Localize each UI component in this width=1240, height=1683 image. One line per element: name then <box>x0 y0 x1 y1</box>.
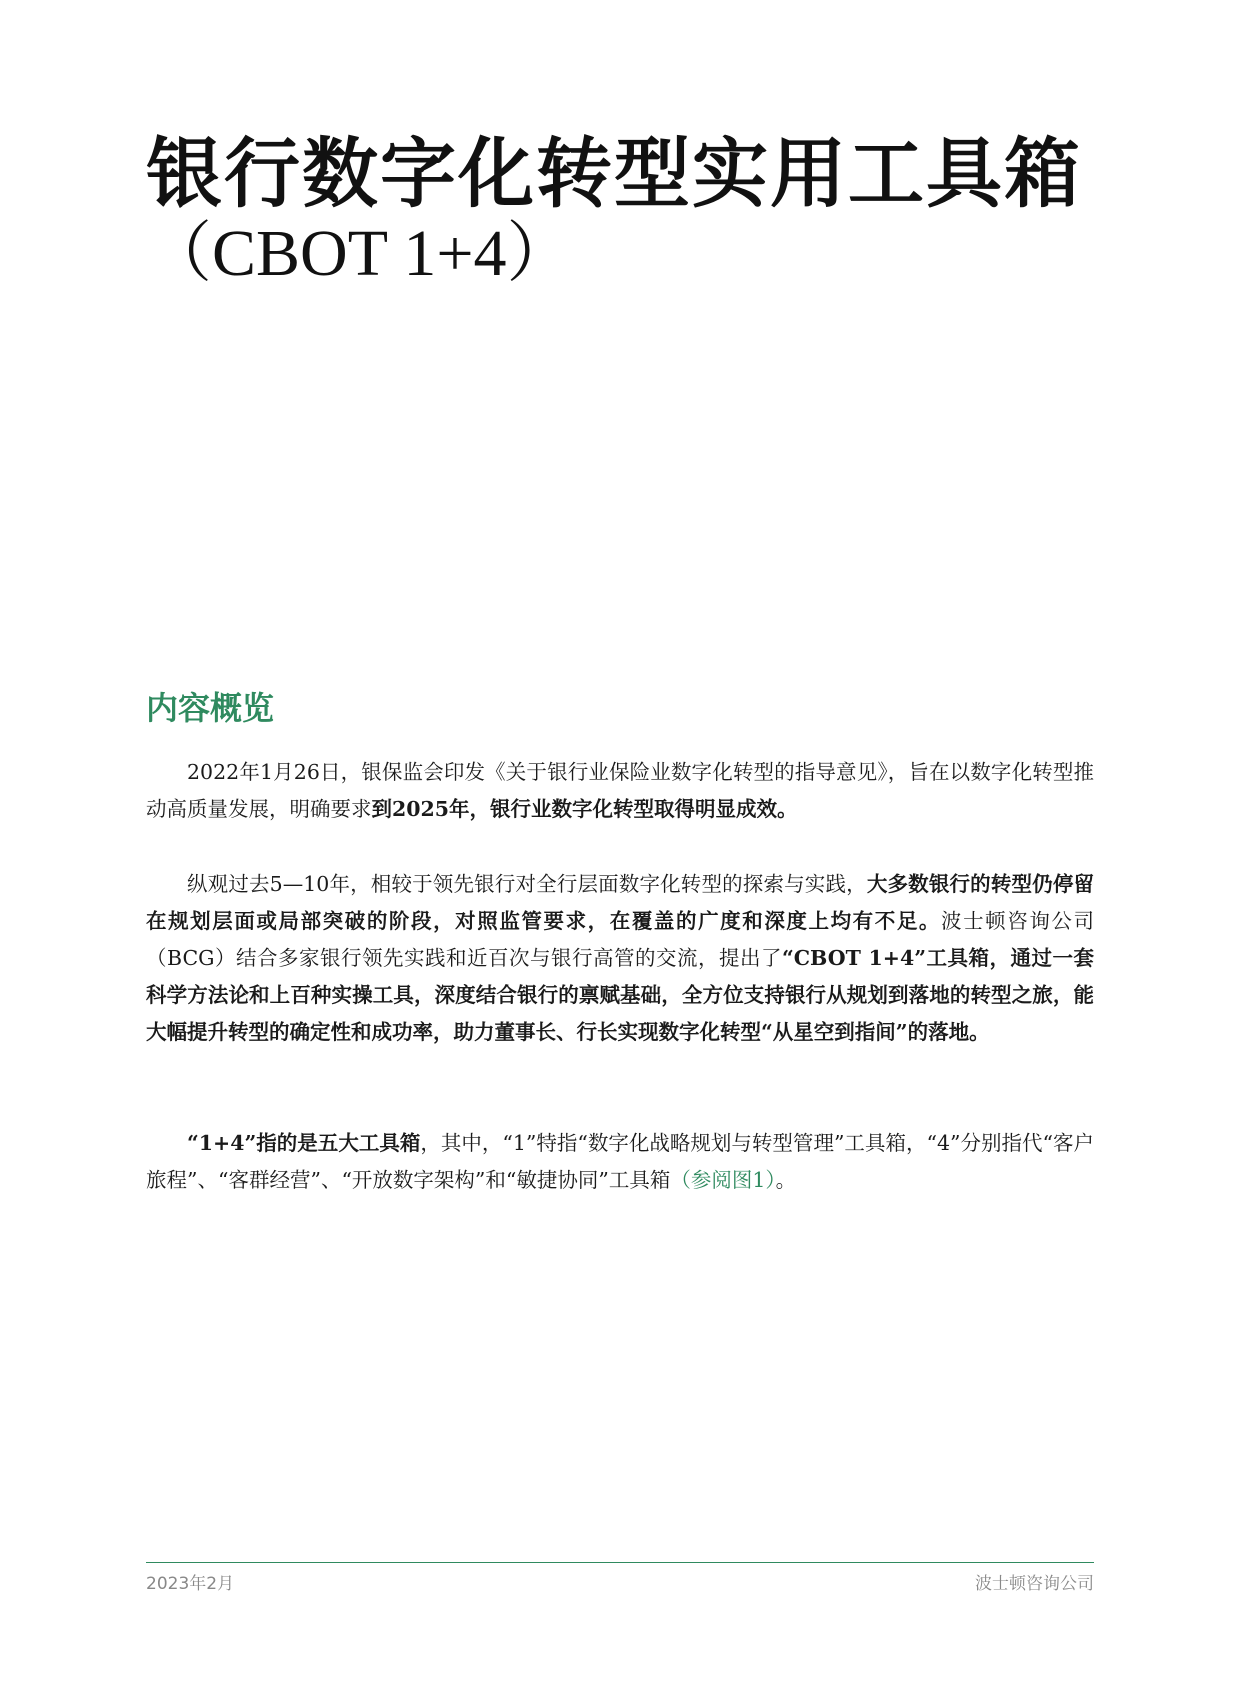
paragraph-text: 。 <box>775 1168 797 1192</box>
paragraph-bold-text: 大多数银行的转型仍停留在规划层面或局部突破的阶段，对照监管要求，在覆盖的广度和深度上均有不足。 <box>146 872 1095 933</box>
document-subtitle: （CBOT 1+4） <box>146 217 573 290</box>
overview-paragraph-3 <box>146 1125 1094 1199</box>
paragraph-bold-text: “1+4”指的是五大工具箱 <box>187 1131 421 1155</box>
document-title: 银行数字化转型实用工具箱 <box>146 129 1082 218</box>
footer-date: 2023年2月 <box>146 1574 235 1594</box>
figure-reference-link[interactable]: （参阅图1） <box>670 1168 776 1192</box>
section-heading-overview: 内容概览 <box>146 689 275 727</box>
paragraph-bold-text: 到2025年，银行业数字化转型取得明显成效。 <box>371 797 798 821</box>
paragraph-bold-text: “CBOT 1+4”工具箱，通过一套科学方法论和上百种实操工具，深度结合银行的禀赋基础，全方位支持银行从规划到落地的转型之旅，能大幅提升转型的确定性和成功率，助力董事长、行长实现数字化转型“从星空到指间”的落地。 <box>146 946 1094 1044</box>
footer-company: 波士顿咨询公司 <box>975 1574 1094 1594</box>
paragraph-text: 2022年1月26日，银保监会印发《关于银行业保险业数字化转型的指导意见》，旨在以数字化转型推动高质量发展，明确要求 <box>146 760 1094 821</box>
paragraph-text: ，其中，“1”特指“数字化战略规划与转型管理”工具箱，“4”分别指代“客户旅程”、“客群经营”、“开放数字架构”和“敏捷协同”工具箱 <box>146 1131 1094 1192</box>
paragraph-text: 纵观过去5—10年，相较于领先银行对全行层面数字化转型的探索与实践， <box>187 872 867 896</box>
overview-paragraph-1 <box>146 754 1094 828</box>
overview-paragraph-2 <box>146 866 1094 1051</box>
paragraph-text: 波士顿咨询公司（BCG）结合多家银行领先实践和近百次与银行高管的交流，提出了 <box>146 909 1094 970</box>
footer-divider <box>146 1562 1094 1563</box>
